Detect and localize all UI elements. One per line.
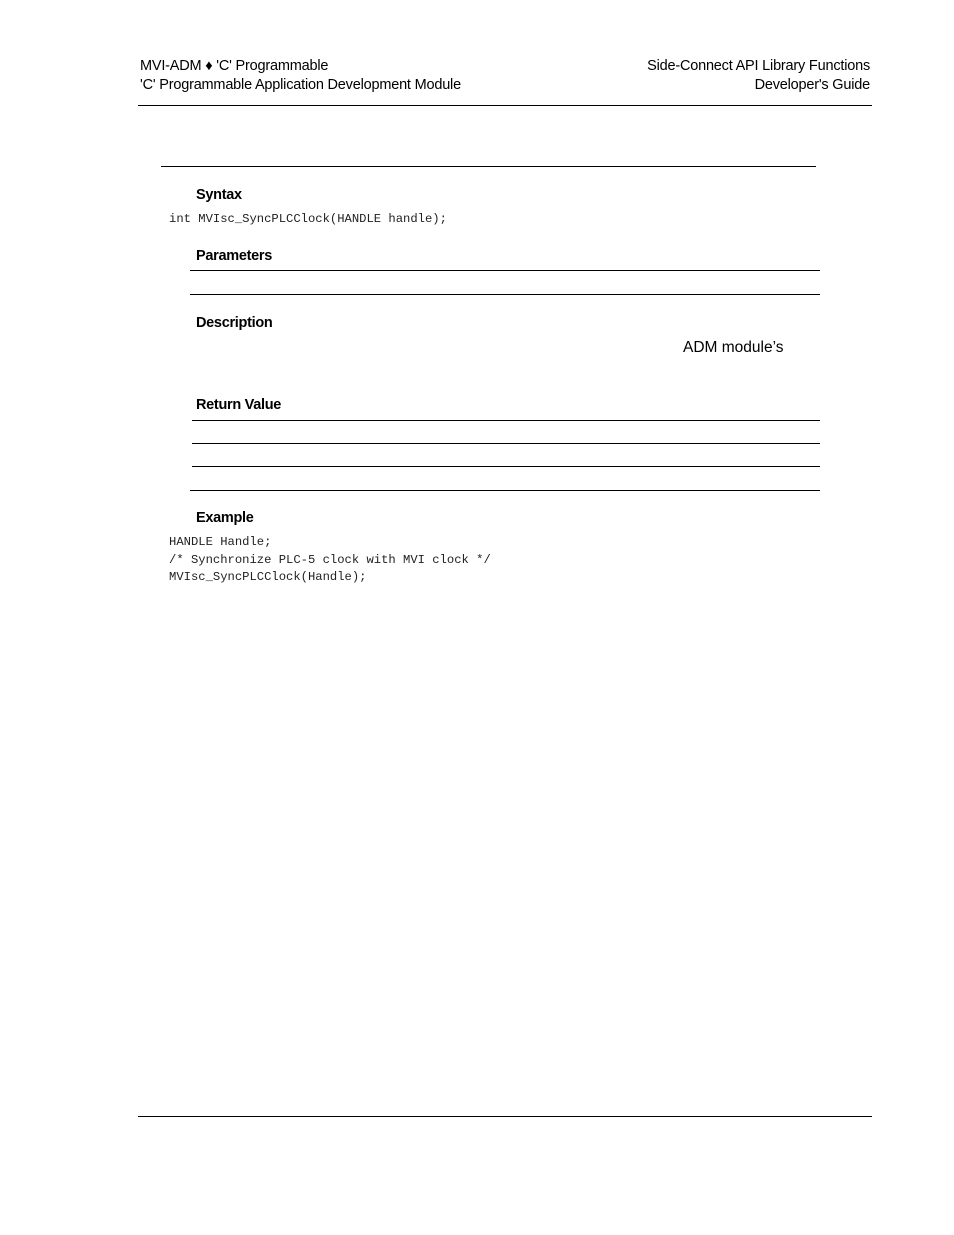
header-divider xyxy=(138,105,872,106)
header-left xyxy=(140,57,461,95)
return-value-table-rule-4 xyxy=(190,490,820,491)
return-value-table-rule-1 xyxy=(192,420,820,421)
example-code-line-3: MVIsc_SyncPLCClock(Handle); xyxy=(169,570,367,584)
header-product-title: MVI-ADM ♦ 'C' Programmable xyxy=(140,58,329,74)
syntax-code: int MVIsc_SyncPLCClock(HANDLE handle); xyxy=(169,212,447,226)
function-heading-rule xyxy=(161,166,816,167)
example-code-line-1: HANDLE Handle; xyxy=(169,535,272,549)
return-value-heading: Return Value xyxy=(196,397,282,413)
footer-divider xyxy=(138,1116,872,1117)
return-value-table-rule-2 xyxy=(192,443,820,444)
header-right xyxy=(647,57,870,95)
example-heading: Example xyxy=(196,510,254,526)
description-heading: Description xyxy=(196,315,273,331)
header-guide-title: Developer's Guide xyxy=(754,77,870,93)
parameters-table-rule-bottom xyxy=(190,294,820,295)
return-value-table-rule-3 xyxy=(192,466,820,467)
example-code-line-2: /* Synchronize PLC-5 clock with MVI clock */ xyxy=(169,553,491,567)
description-text: ADM module’s xyxy=(683,339,784,356)
syntax-heading: Syntax xyxy=(196,187,242,203)
header-product-subtitle: 'C' Programmable Application Development Module xyxy=(140,77,461,93)
parameters-table-rule-top xyxy=(190,270,820,271)
header-chapter-title: Side-Connect API Library Functions xyxy=(647,58,870,74)
parameters-heading: Parameters xyxy=(196,248,272,264)
